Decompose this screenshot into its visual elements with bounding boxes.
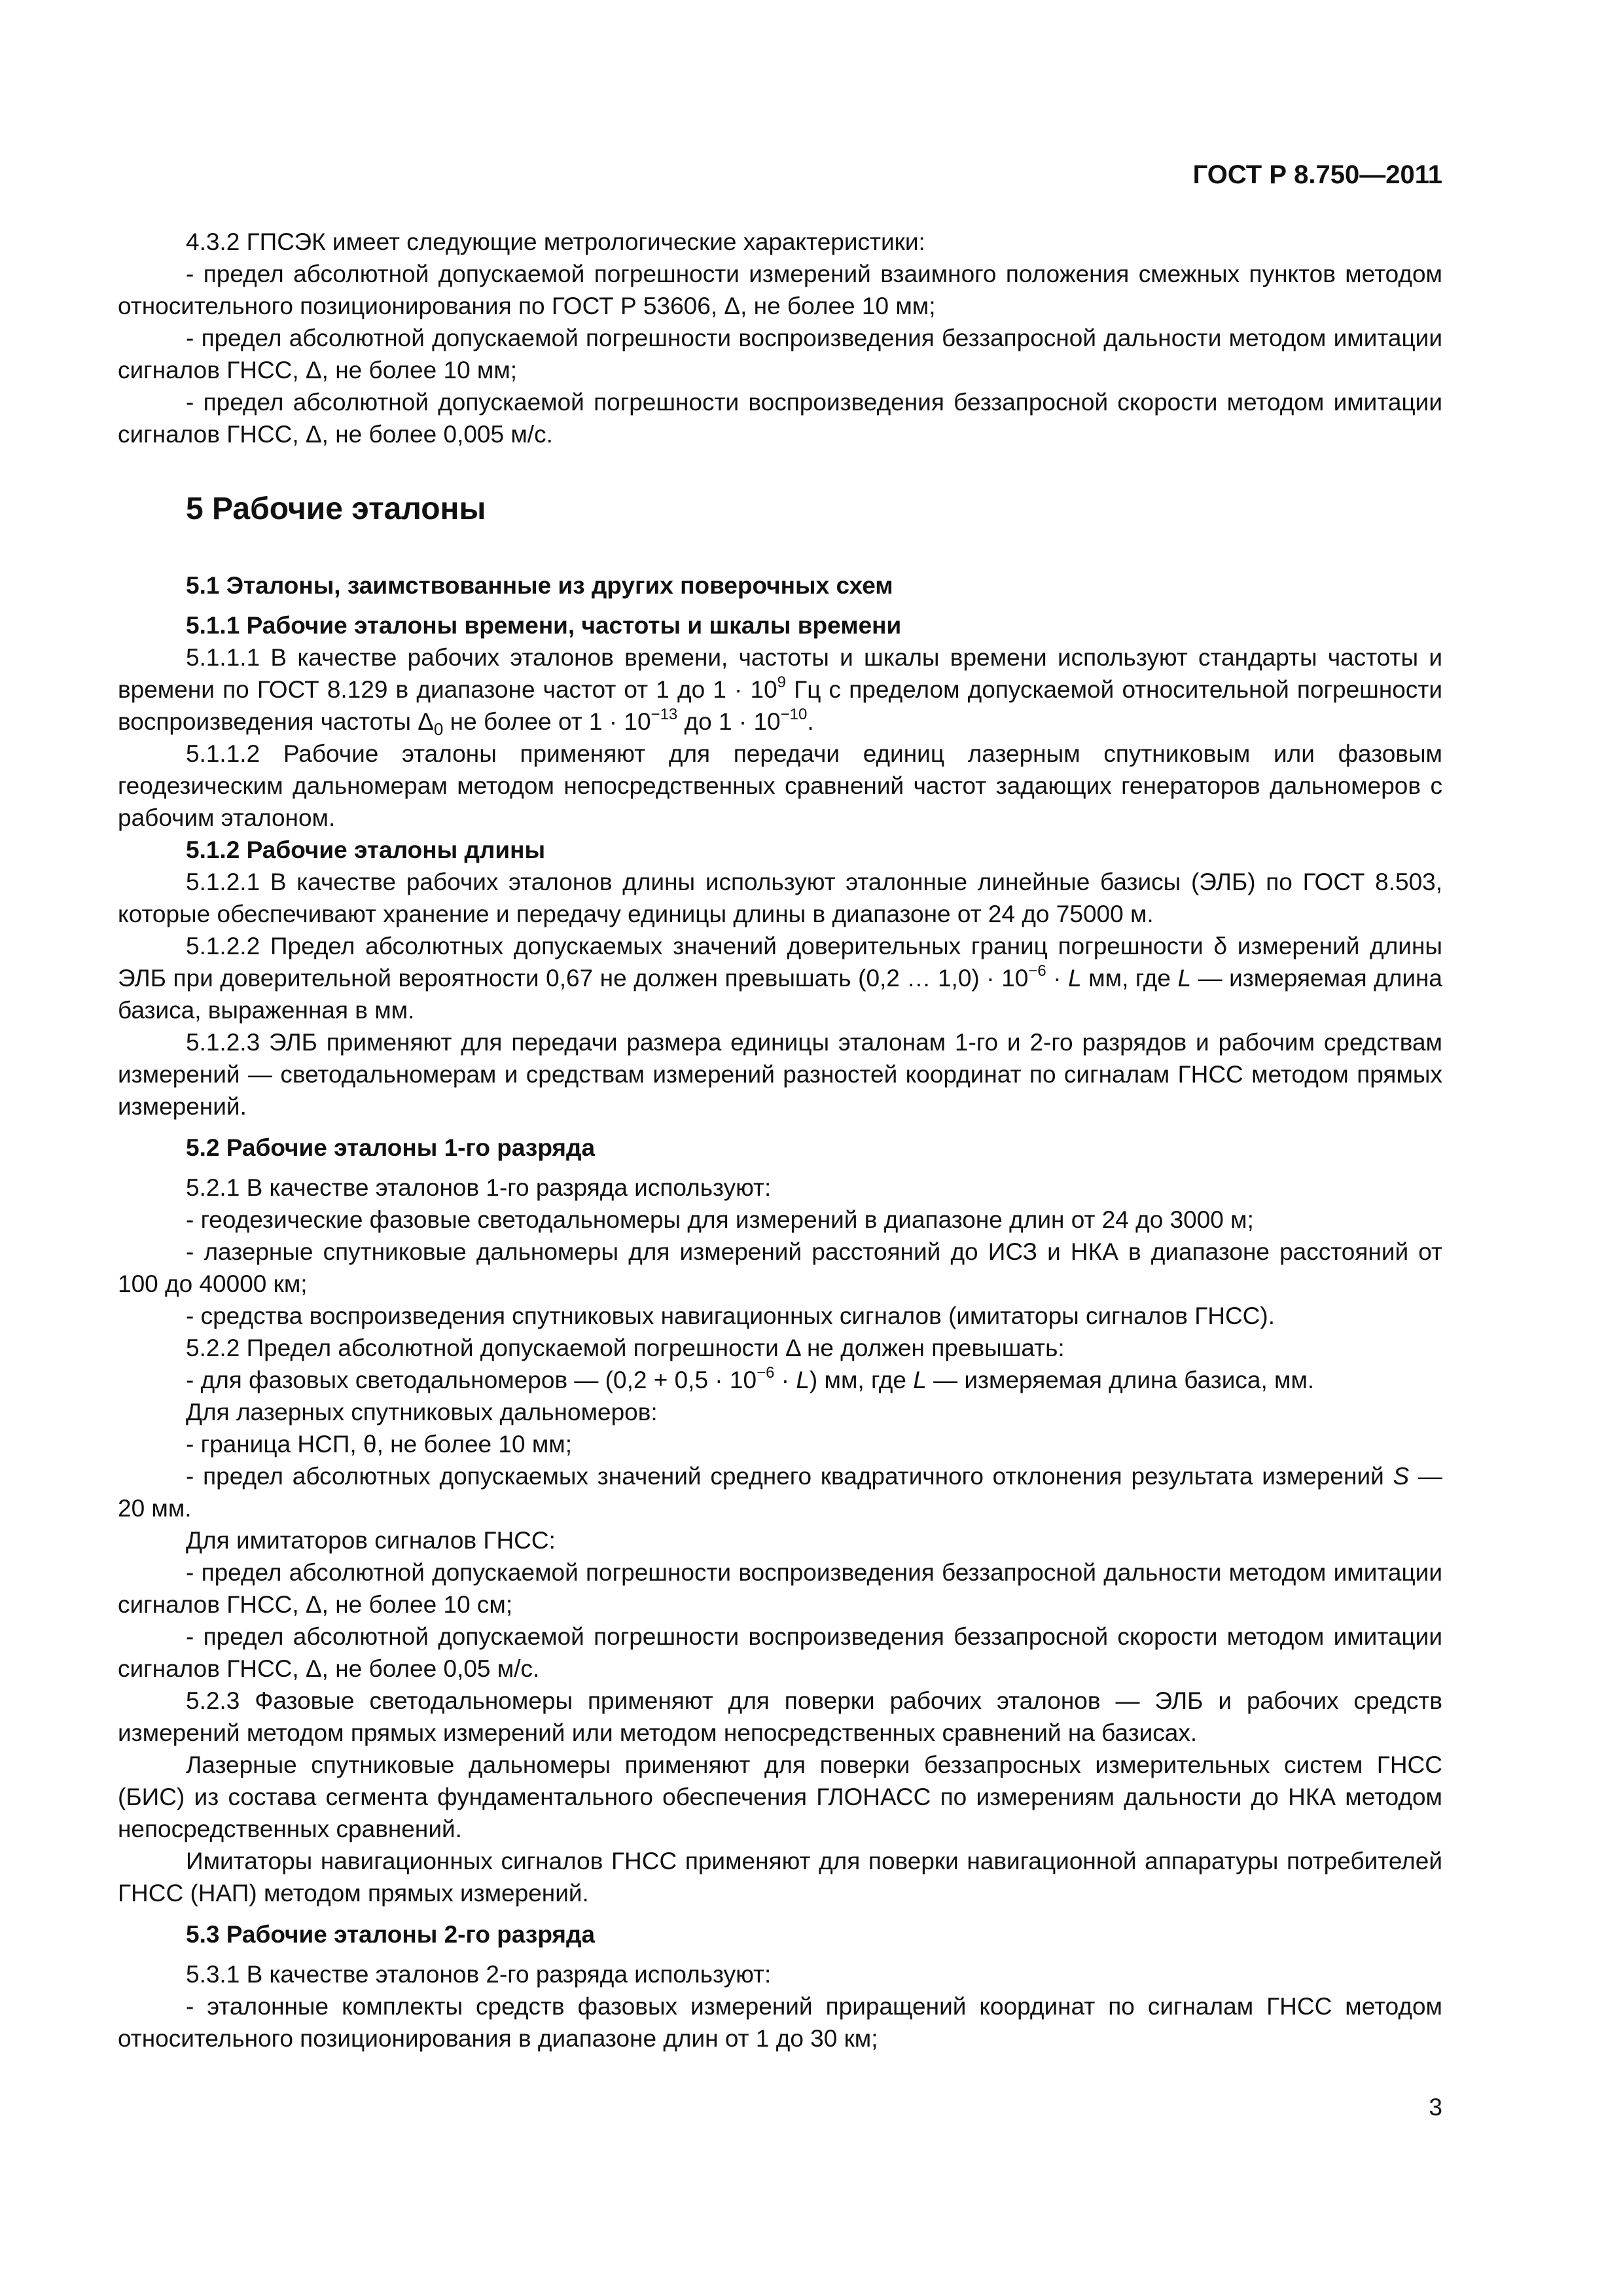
paragraph-5-1-2-3: 5.1.2.3 ЭЛБ применяют для передачи размера единицы эталонам 1-го и 2-го разрядов и рабочим средствам измерений — светодальномерам и средствам измерений разностей координат по сигналам ГНСС методом прямых измерений. bbox=[118, 1029, 1442, 1120]
document-header: ГОСТ Р 8.750—2011 bbox=[1192, 160, 1442, 189]
paragraph-text: Лазерные спутниковые дальномеры применяют для поверки беззапросных измерительных систем ГНСС (БИС) из состава сегмента фундаментального обеспечения ГЛОНАСС по измерениям дальности до НКА методом непосредственных сравнений. bbox=[118, 1751, 1442, 1842]
paragraph-4-3-2: 4.3.2 ГПСЭК имеет следующие метрологические характеристики: bbox=[186, 228, 925, 255]
text-run: — 20 мм. bbox=[118, 1463, 1442, 1522]
paragraph-text: Для имитаторов сигналов ГНСС: bbox=[186, 1527, 556, 1554]
list-item: - лазерные спутниковые дальномеры для измерений расстояний до ИСЗ и НКА в диапазоне расстояний от 100 до 40000 км; bbox=[118, 1238, 1442, 1297]
paragraph-5-2-3: 5.2.3 Фазовые светодальномеры применяют для поверки рабочих эталонов — ЭЛБ и рабочих средств измерений методом прямых измерений или методом непосредственных сравнений на базисах. bbox=[118, 1687, 1442, 1746]
exponent: −6 bbox=[757, 1364, 775, 1382]
subscript: 0 bbox=[433, 719, 444, 739]
exponent: −13 bbox=[651, 706, 678, 723]
paragraph-5-2-2: 5.2.2 Предел абсолютной допускаемой погрешности Δ не должен превышать: bbox=[186, 1335, 1065, 1361]
text-run: ) мм, где bbox=[809, 1367, 914, 1393]
page-number: 3 bbox=[1429, 2094, 1442, 2121]
paragraph-text: Имитаторы навигационных сигналов ГНСС применяют для поверки навигационной аппаратуры потребителей ГНСС (НАП) методом прямых измерений. bbox=[118, 1848, 1442, 1907]
variable: L bbox=[1177, 965, 1192, 992]
exponent: 9 bbox=[777, 673, 787, 691]
subsection-heading-5-2: 5.2 Рабочие эталоны 1-го разряда bbox=[186, 1134, 596, 1161]
document-body bbox=[118, 226, 1442, 2054]
text-run: 5.1.1.1 В качестве рабочих эталонов времени, частоты и шкалы времени используют стандарты частоты и времени по ГОСТ 8.129 в диапазоне частот от 1 до 1 · 10 bbox=[118, 644, 1442, 703]
text-run: - предел абсолютных допускаемых значений среднего квадратичного отклонения результата измерений bbox=[186, 1463, 1393, 1490]
text-run: 5.1.2.2 Предел абсолютных допускаемых значений доверительных границ погрешности δ измерений длины ЭЛБ при доверительной вероятности 0,67 не должен превышать (0,2 … 1,0) · 10 bbox=[118, 933, 1442, 992]
paragraph-5-2-1: 5.2.1 В качестве эталонов 1-го разряда используют: bbox=[186, 1174, 772, 1201]
variable: S bbox=[1393, 1463, 1410, 1490]
text-run: - для фазовых светодальномеров — (0,2 + 0,5 · 10 bbox=[186, 1367, 757, 1393]
list-item: - граница НСП, θ, не более 10 мм; bbox=[186, 1431, 572, 1458]
list-item bbox=[118, 1364, 1442, 1396]
subsection-heading-5-1-2: 5.1.2 Рабочие эталоны длины bbox=[186, 836, 546, 863]
text-run: мм, где bbox=[1081, 965, 1178, 992]
subsection-heading-5-1-1: 5.1.1 Рабочие эталоны времени, частоты и шкалы времени bbox=[186, 612, 902, 639]
list-item bbox=[118, 1460, 1442, 1524]
subsection-heading-5-3: 5.3 Рабочие эталоны 2-го разряда bbox=[186, 1921, 596, 1948]
text-run: · bbox=[1046, 965, 1069, 992]
text-run: · bbox=[774, 1367, 796, 1393]
paragraph-5-1-1-2: 5.1.1.2 Рабочие эталоны применяют для передачи единиц лазерным спутниковым или фазовым геодезическим дальномерам методом непосредственных сравнений частот задающих генераторов дальномеров с рабочим эталоном. bbox=[118, 740, 1442, 831]
list-item: - предел абсолютной допускаемой погрешности воспроизведения беззапросной дальности методом имитации сигналов ГНСС, Δ, не более 10 см; bbox=[118, 1559, 1442, 1618]
list-item: - средства воспроизведения спутниковых навигационных сигналов (имитаторы сигналов ГНСС). bbox=[186, 1302, 1275, 1329]
subsection-heading-5-1: 5.1 Эталоны, заимствованные из других поверочных схем bbox=[186, 572, 893, 599]
list-item: - геодезические фазовые светодальномеры для измерений в диапазоне длин от 24 до 3000 м; bbox=[186, 1206, 1254, 1233]
variable: L bbox=[913, 1367, 927, 1393]
paragraph-text: Для лазерных спутниковых дальномеров: bbox=[186, 1399, 658, 1426]
list-item: - предел абсолютной допускаемой погрешности измерений взаимного положения смежных пунктов методом относительного позиционирования по ГОСТ Р 53606, Δ, не более 10 мм; bbox=[118, 260, 1442, 319]
list-item: - эталонные комплекты средств фазовых измерений приращений координат по сигналам ГНСС методом относительного позиционирования в диапазоне длин от 1 до 30 км; bbox=[118, 1993, 1442, 2052]
list-item: - предел абсолютной допускаемой погрешности воспроизведения беззапросной скорости методом имитации сигналов ГНСС, Δ, не более 0,005 м/с. bbox=[118, 389, 1442, 448]
variable: L bbox=[1068, 965, 1082, 992]
list-item: - предел абсолютной допускаемой погрешности воспроизведения беззапросной дальности методом имитации сигналов ГНСС, Δ, не более 10 мм; bbox=[118, 325, 1442, 384]
exponent: −6 bbox=[1028, 962, 1046, 980]
text-run: Гц с пределом допускаемой относительной погрешности воспроизведения частоты Δ bbox=[118, 676, 1442, 735]
exponent: −10 bbox=[780, 706, 808, 723]
section-heading-5: 5 Рабочие эталоны bbox=[186, 492, 486, 526]
paragraph-5-1-2-2 bbox=[118, 930, 1442, 1026]
text-run: не более от 1 · 10 bbox=[443, 708, 651, 735]
variable: L bbox=[796, 1367, 810, 1393]
list-item: - предел абсолютной допускаемой погрешности воспроизведения беззапросной скорости методом имитации сигналов ГНСС, Δ, не более 0,05 м/с. bbox=[118, 1623, 1442, 1682]
text-run: . bbox=[807, 708, 814, 735]
text-run: до 1 · 10 bbox=[677, 708, 781, 735]
paragraph-5-1-1-1 bbox=[118, 641, 1442, 738]
text-run: — измеряемая длина базиса, мм. bbox=[926, 1367, 1315, 1393]
paragraph-5-1-2-1: 5.1.2.1 В качестве рабочих эталонов длины используют эталонные линейные базисы (ЭЛБ) по ГОСТ 8.503, которые обеспечивают хранение и передачу единицы длины в диапазоне от 24 до 75000 м. bbox=[118, 869, 1442, 927]
text-run: — измеряемая длина базиса, выраженная в мм. bbox=[118, 965, 1443, 1024]
paragraph-5-3-1: 5.3.1 В качестве эталонов 2-го разряда используют: bbox=[186, 1961, 772, 1988]
